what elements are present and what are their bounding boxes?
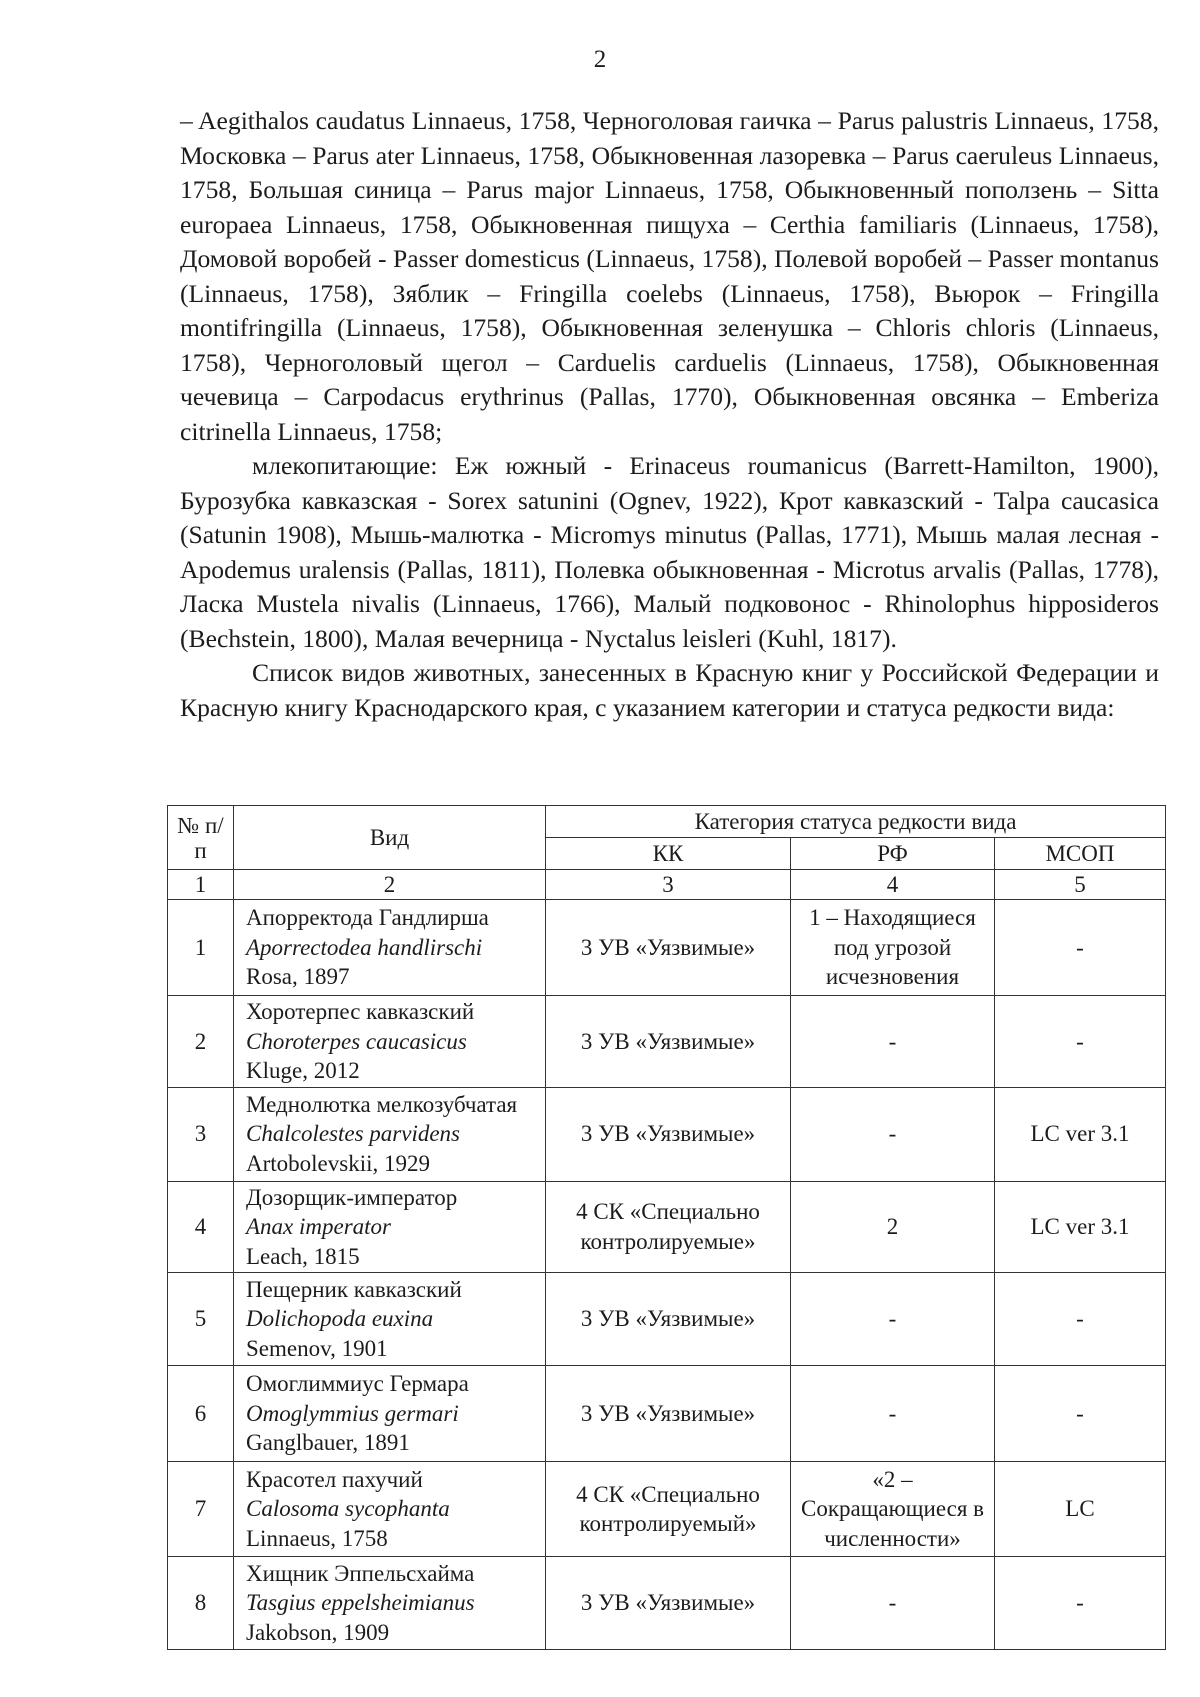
table-row [168, 1273, 1166, 1366]
table-row [168, 1557, 1166, 1650]
kk-status: 3 УВ «Уязвимые» [546, 996, 791, 1088]
species-name-ru: Красотел пахучий [246, 1466, 423, 1492]
species-author: Jakobson, 1909 [246, 1619, 390, 1645]
paragraph-mammals: млекопитающие: Еж южный - Erinaceus roumanicus (Barrett-Hamilton, 1900), Бурозубка кавказская - Sorex satunini (Ognev, 1922), Крот кавказский - Talpa caucasica (Satunin 1908), Мышь-малютка - Micromys minutus (Pallas, 1771), Мышь малая лесная - Apodemus uralensis (Pallas, 1811), Полевка обыкновенная - Microtus arvalis (Pallas, 1778), Ласка Mustela nivalis (Linnaeus, 1766), Малый подковонос - Rhinolophus hipposideros (Bechstein, 1800), Малая вечерница - Nyctalus leisleri (Kuhl, 1817). [180, 451, 1159, 653]
table-row [168, 1462, 1166, 1557]
kk-status: 3 УВ «Уязвимые» [546, 900, 791, 996]
species-name-latin: Omoglymmius germari [246, 1400, 459, 1426]
rf-status: - [791, 1366, 995, 1462]
table-row [168, 1181, 1166, 1273]
species-cell [234, 1462, 546, 1557]
species-name-ru: Апорректода Гандлирша [246, 905, 489, 931]
column-number-4: 4 [791, 870, 995, 900]
species-name-latin: Chalcolestes parvidens [246, 1121, 460, 1147]
column-number-3: 3 [546, 870, 791, 900]
rf-status: 2 [791, 1181, 995, 1273]
header-kk: КК [546, 838, 791, 870]
species-author: Artobolevskii, 1929 [246, 1150, 430, 1176]
species-table [167, 805, 1166, 1650]
kk-status: 4 СК «Специально контролируемый» [546, 1462, 791, 1557]
species-name-latin: Dolichopoda euxina [246, 1306, 434, 1332]
body-text [180, 104, 1159, 725]
species-author: Rosa, 1897 [246, 964, 350, 990]
kk-status: 3 УВ «Уязвимые» [546, 1557, 791, 1650]
header-species: Вид [234, 806, 546, 870]
species-name-latin: Aporrectodea handlirschi [246, 934, 483, 960]
kk-status: 3 УВ «Уязвимые» [546, 1273, 791, 1366]
species-cell [234, 996, 546, 1088]
species-name-latin: Anax imperator [246, 1214, 392, 1239]
row-number: 1 [168, 900, 234, 996]
kk-status: 3 УВ «Уязвимые» [546, 1087, 791, 1181]
table-row [168, 900, 1166, 996]
table-row [168, 1087, 1166, 1181]
species-name-ru: Хищник Эппельсхайма [246, 1560, 475, 1586]
species-author: Linnaeus, 1758 [246, 1525, 388, 1551]
kk-status: 3 УВ «Уязвимые» [546, 1366, 791, 1462]
species-cell [234, 1273, 546, 1366]
msop-status: - [995, 900, 1166, 996]
row-number: 2 [168, 996, 234, 1088]
row-number: 5 [168, 1273, 234, 1366]
table-row [168, 996, 1166, 1088]
msop-status: - [995, 1366, 1166, 1462]
column-number-1: 1 [168, 870, 234, 900]
row-number: 4 [168, 1181, 234, 1273]
header-category-group: Категория статуса редкости вида [546, 806, 1166, 838]
row-number: 7 [168, 1462, 234, 1557]
row-number: 3 [168, 1087, 234, 1181]
header-rf: РФ [791, 838, 995, 870]
column-number-2: 2 [234, 870, 546, 900]
msop-status: - [995, 1557, 1166, 1650]
rf-status: 1 – Находящиеся под угрозой исчезновения [791, 900, 995, 996]
species-cell [234, 1557, 546, 1650]
species-cell [234, 1087, 546, 1181]
species-name-ru: Омоглиммиус Гермара [246, 1371, 469, 1397]
msop-status: LC ver 3.1 [995, 1087, 1166, 1181]
page-number: 2 [593, 46, 607, 73]
species-cell [234, 1366, 546, 1462]
rf-status: - [791, 1557, 995, 1650]
species-cell [234, 1181, 546, 1273]
species-name-ru: Пещерник кавказский [246, 1276, 462, 1302]
species-name-latin: Calosoma sycophanta [246, 1496, 450, 1522]
row-number: 6 [168, 1366, 234, 1462]
species-author: Semenov, 1901 [246, 1335, 388, 1361]
table-row [168, 1366, 1166, 1462]
column-number-5: 5 [995, 870, 1166, 900]
rf-status: - [791, 1087, 995, 1181]
rf-status: «2 – Сокращающиеся в численности» [791, 1462, 995, 1557]
row-number: 8 [168, 1557, 234, 1650]
msop-status: - [995, 1273, 1166, 1366]
msop-status: LC [995, 1462, 1166, 1557]
msop-status: - [995, 996, 1166, 1088]
msop-status: LC ver 3.1 [995, 1181, 1166, 1273]
header-msop: МСОП [995, 838, 1166, 870]
rf-status: - [791, 996, 995, 1088]
species-author: Leach, 1815 [246, 1243, 360, 1269]
paragraph-list-intro: Список видов животных, занесенных в Красную книг у Российской Федерации и Красную книгу Краснодарского края, с указанием категории и статуса редкости вида: [180, 658, 1159, 722]
species-cell [234, 900, 546, 996]
rf-status: - [791, 1273, 995, 1366]
species-name-latin: Tasgius eppelsheimianus [246, 1590, 475, 1616]
paragraph-birds: – Aegithalos caudatus Linnaeus, 1758, Черноголовая гаичка – Parus palustris Linnaeus, 1758, Московка – Parus ater Linnaeus, 1758, Обыкновенная лазоревка – Parus caeruleus Linnaeus, 1758, Большая синица – Parus major Linnaeus, 1758, Обыкновенный поползень – Sitta europaea Linnaeus, 1758, Обыкновенная пищуха – Certhia familiaris (Linnaeus, 1758), Домовой воробей - Passer domesticus (Linnaeus, 1758), Полевой воробей – Passer montanus (Linnaeus, 1758), Зяблик – Fringilla coelebs (Linnaeus, 1758), Вьюрок – Fringilla montifringilla (Linnaeus, 1758), Обыкновенная зеленушка – Chloris chloris (Linnaeus, 1758), Черноголовый щегол – Carduelis carduelis (Linnaeus, 1758), Обыкновенная чечевица – Carpodacus erythrinus (Pallas, 1770), Обыкновенная овсянка – Emberiza citrinella Linnaeus, 1758; [180, 106, 1159, 446]
species-author: Kluge, 2012 [246, 1058, 360, 1083]
species-name-ru: Меднолютка мелкозубчатая [246, 1091, 518, 1117]
species-name-ru: Дозорщик-император [246, 1184, 458, 1210]
species-name-ru: Хоротерпес кавказский [246, 999, 475, 1024]
species-author: Ganglbauer, 1891 [246, 1430, 410, 1456]
header-number: № п/п [168, 806, 234, 870]
species-name-latin: Choroterpes caucasicus [246, 1028, 467, 1054]
kk-status: 4 СК «Специально контролируемые» [546, 1181, 791, 1273]
